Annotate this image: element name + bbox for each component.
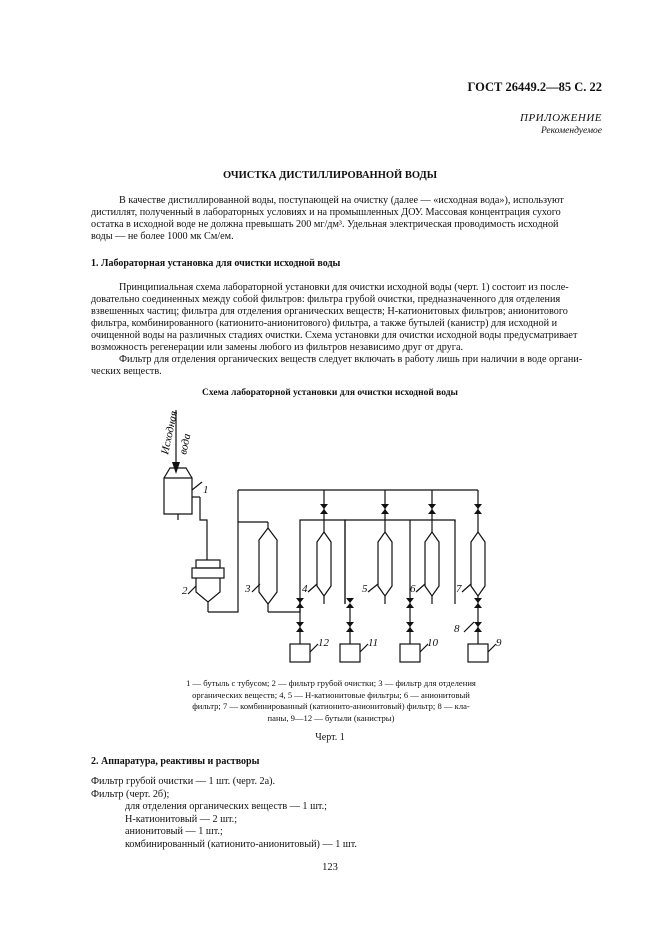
intro-line: остатка в исходной воде не должна превышать 200 мг/дм³. Удельная электрическая проводимость исходной — [91, 219, 559, 230]
valve-icon — [381, 504, 389, 514]
intro-line: В качестве дистиллированной воды, поступающей на очистку (далее — «исходная вода»), используют — [119, 195, 564, 206]
page-number: 123 — [322, 862, 338, 873]
label-10: 10 — [427, 637, 438, 649]
page-title: ОЧИСТКА ДИСТИЛЛИРОВАННОЙ ВОДЫ — [222, 170, 438, 181]
caption-line: фильтр; 7 — комбинированный (катионито-анионитовый) фильтр; 8 — кла- — [192, 701, 470, 712]
h-cation-filter-4 — [317, 532, 331, 596]
section1-line: ческих веществ. — [91, 366, 162, 377]
organic-filter-3 — [259, 528, 277, 604]
valve-icon — [320, 504, 328, 514]
valve-icon — [428, 504, 436, 514]
label-9: 9 — [496, 637, 502, 649]
bottle-9 — [468, 644, 488, 662]
label-3: 3 — [245, 583, 251, 595]
caption-line: органических веществ; 4, 5 — Н-катионитовые фильтры; 6 — анионитовый — [192, 689, 470, 700]
caption-line: паны, 9—12 — бутыли (канистры) — [267, 712, 395, 723]
bottle-12 — [290, 644, 310, 662]
coarse-filter-cap — [196, 560, 220, 568]
section1-line: возможность регенерации или замены любого из фильтров независимо друг от друга. — [91, 342, 464, 353]
list-item: Фильтр (черт. 2б); — [91, 788, 170, 800]
valve-icon — [346, 598, 354, 608]
valve-icon — [346, 622, 354, 632]
valve-icon — [474, 622, 482, 632]
list-sub-item: комбинированный (катионито-анионитовый) — 1 шт. — [125, 838, 357, 850]
coarse-filter-body — [192, 568, 224, 578]
section1-line: взвешенных частиц; фильтра для отделения органических веществ; Н-катионитовых фильтров; анионитового — [91, 306, 568, 317]
section1-line: Фильтр для отделения органических веществ следует включать в работу лишь при наличии в воде органи- — [119, 354, 583, 365]
valve-icon — [406, 622, 414, 632]
valve-icon — [406, 598, 414, 608]
h-cation-filter-5 — [378, 532, 392, 596]
label-8: 8 — [454, 623, 460, 635]
scheme-title: Схема лабораторной установки для очистки исходной воды — [202, 388, 458, 398]
list-sub-item: анионитовый — 1 шт.; — [125, 826, 223, 837]
label-12: 12 — [318, 637, 329, 649]
pipe-filter-to-manifold — [208, 490, 238, 612]
inlet-label-1: Исходная — [159, 409, 181, 456]
valve-icon — [474, 598, 482, 608]
recommended-label: Рекомендуемое — [540, 126, 602, 136]
equipment-list — [91, 776, 601, 851]
label-5: 5 — [362, 583, 368, 595]
section2-heading: 2. Аппаратура, реактивы и растворы — [91, 756, 260, 767]
valve-icon — [296, 622, 304, 632]
label-11: 11 — [368, 637, 379, 649]
section1-heading: 1. Лабораторная установка для очистки исходной воды — [91, 258, 341, 269]
label-6: 6 — [410, 583, 416, 595]
label-2: 2 — [182, 585, 188, 597]
pipe-bottle-to-filter — [200, 497, 207, 560]
list-item: Фильтр грубой очистки — 1 шт. (черт. 2а). — [91, 776, 276, 787]
caption-line: 1 — бутыль с тубусом; 2 — фильтр грубой очистки; 3 — фильтр для отделения — [186, 678, 476, 688]
document-reference: ГОСТ 26449.2—85 С. 22 — [467, 80, 602, 94]
section1-paragraph — [91, 282, 601, 378]
coarse-filter-cone — [196, 578, 220, 602]
valve-icon — [296, 598, 304, 608]
section1-line: очищенной воды на различных стадиях очистки. Схема установки для очистки исходной воды предусматривает — [91, 330, 578, 341]
figure-label: Черт. 1 — [315, 732, 345, 743]
intro-paragraph — [91, 195, 601, 243]
anion-filter-6 — [425, 532, 439, 596]
bottle-11 — [340, 644, 360, 662]
bottle-1 — [164, 478, 192, 514]
scheme-caption — [158, 678, 504, 724]
bottle-1-neck — [164, 468, 192, 478]
section1-line: Принципиальная схема лабораторной установки для очистки исходной воды (черт. 1) состоит из после- — [119, 282, 569, 293]
label-7: 7 — [456, 583, 462, 595]
label-1: 1 — [203, 484, 209, 496]
section1-line: фильтра, комбинированного (катионито-анионитового) фильтра, а также бутылей (канистр) для исходной и — [91, 318, 558, 329]
list-sub-item: для отделения органических веществ — 1 шт.; — [125, 801, 327, 812]
purification-scheme-diagram — [0, 400, 661, 675]
bottle-10 — [400, 644, 420, 662]
inlet-label-2: вода — [177, 432, 194, 456]
intro-line: воды — не более 1000 мк См/ем. — [91, 231, 234, 242]
section1-line: довательно соединенных между собой фильтров: фильтра грубой очистки, предназначенного для отделения — [91, 294, 561, 305]
combined-filter-7 — [471, 532, 485, 596]
valve-icon — [474, 504, 482, 514]
label-4: 4 — [302, 583, 308, 595]
list-sub-item: Н-катионитовый — 2 шт.; — [125, 813, 238, 825]
intro-line: дистиллят, полученный в лабораторных условиях и на промышленных ДОУ. Массовая концентрация сухого — [91, 207, 561, 218]
appendix-label: ПРИЛОЖЕНИЕ — [520, 112, 602, 124]
